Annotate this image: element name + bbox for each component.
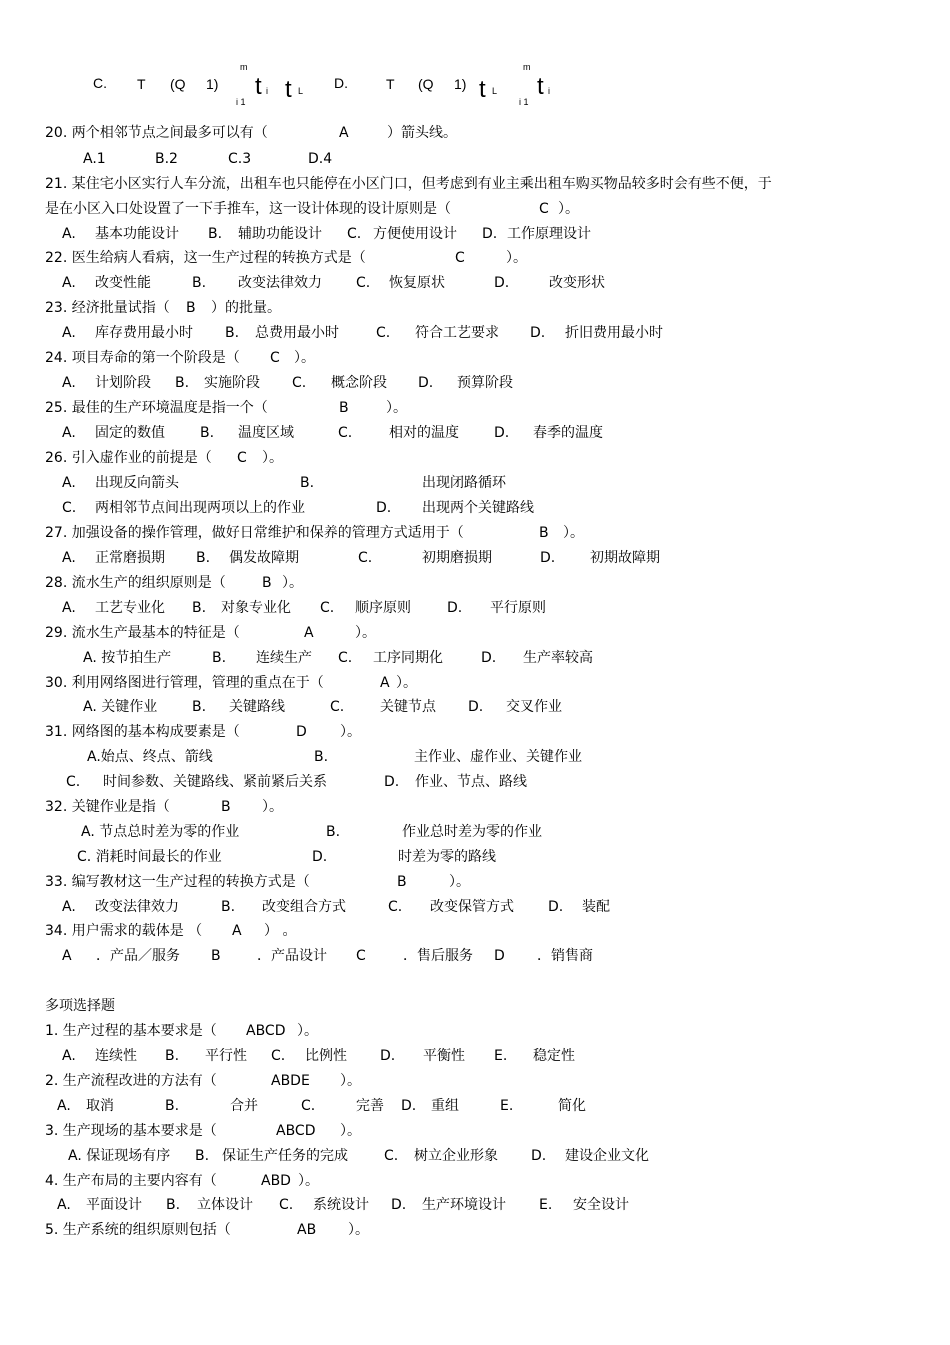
text-segment: 温度区域 <box>238 425 294 441</box>
text-segment: D. <box>530 325 546 341</box>
text-segment: C. <box>384 1148 399 1164</box>
text-segment: ）。 <box>396 675 417 691</box>
text-segment: B. <box>326 824 341 840</box>
text-segment: A.始点、终点、箭线 <box>87 749 213 765</box>
text-segment: A. <box>62 375 76 391</box>
text-segment: C.3 <box>228 151 252 167</box>
formula-c-t2: t <box>285 76 292 103</box>
text-segment: E. <box>539 1197 553 1213</box>
text-segment: ．销售商 <box>537 948 593 964</box>
text-segment: C <box>237 450 247 466</box>
text-segment: ）。 <box>294 350 315 366</box>
text-segment: 装配 <box>582 899 610 915</box>
formula-c-close: 1) <box>206 76 219 92</box>
text-segment: C <box>270 350 280 366</box>
text-segment: 连续生产 <box>256 650 312 666</box>
text-segment: C. <box>62 500 77 516</box>
text-segment: C. <box>358 550 373 566</box>
text-segment: B. <box>165 1098 180 1114</box>
text-segment: 改变保管方式 <box>430 899 514 915</box>
text-segment: 34. 用户需求的载体是 （ <box>45 923 203 939</box>
text-segment: ）。 <box>563 525 584 541</box>
text-segment: 4. 生产布局的主要内容有（ <box>45 1173 217 1189</box>
text-segment: A. 节点总时差为零的作业 <box>81 824 240 840</box>
text-segment: D. <box>482 226 498 242</box>
text-segment: B. <box>166 1197 181 1213</box>
formula-d-T: T <box>386 76 395 92</box>
text-segment: B.2 <box>155 151 178 167</box>
text-segment: 关键节点 <box>380 699 436 715</box>
text-segment: 符合工艺要求 <box>415 325 499 341</box>
text-segment: 平行性 <box>205 1048 247 1064</box>
text-segment: B <box>339 400 349 416</box>
text-segment: 取消 <box>86 1098 114 1114</box>
text-segment: ABDE <box>271 1073 310 1089</box>
formula-d-sum-bottom: i 1 <box>519 97 529 107</box>
text-segment: 时间参数、关键路线、紧前紧后关系 <box>103 774 327 790</box>
text-segment: 交叉作业 <box>506 699 562 715</box>
formula-d-close: 1) <box>454 76 467 92</box>
text-segment: B. <box>196 550 211 566</box>
text-segment: C. 消耗时间最长的作业 <box>77 849 222 865</box>
text-segment: 平行原则 <box>490 600 546 616</box>
text-segment: B. <box>165 1048 180 1064</box>
text-segment: 关键路线 <box>229 699 285 715</box>
text-segment: 26. 引入虚作业的前提是（ <box>45 450 212 466</box>
text-segment: 工序同期化 <box>373 650 443 666</box>
text-segment: C. <box>330 699 345 715</box>
text-segment: ）。 <box>386 400 407 416</box>
text-segment: 固定的数值 <box>95 425 165 441</box>
text-segment: 生产率较高 <box>523 650 593 666</box>
text-segment: 32. 关键作业是指（ <box>45 799 170 815</box>
text-segment: 恢复原状 <box>389 275 445 291</box>
text-segment: D. <box>447 600 463 616</box>
text-segment: D. <box>494 275 510 291</box>
text-segment: B. <box>192 699 207 715</box>
text-segment: B <box>186 300 196 316</box>
text-segment: C. <box>271 1048 286 1064</box>
text-segment: 生产环境设计 <box>422 1197 506 1213</box>
text-segment: B <box>221 799 231 815</box>
option-c-label: C. <box>93 75 107 91</box>
text-segment: 基本功能设计 <box>95 226 179 242</box>
text-segment: A <box>232 923 242 939</box>
text-segment: 1. 生产过程的基本要求是（ <box>45 1023 217 1039</box>
text-segment: ） 。 <box>264 923 297 939</box>
text-segment: 改变法律效力 <box>95 899 179 915</box>
text-segment: 春季的温度 <box>533 425 603 441</box>
text-segment: 连续性 <box>95 1048 137 1064</box>
text-segment: B. <box>225 325 240 341</box>
text-segment: 对象专业化 <box>221 600 291 616</box>
text-segment: 树立企业形象 <box>414 1148 498 1164</box>
text-segment: C. <box>66 774 81 790</box>
text-segment: 预算阶段 <box>457 375 513 391</box>
text-segment: A. <box>62 425 76 441</box>
text-segment: C. <box>388 899 403 915</box>
text-segment: E. <box>494 1048 508 1064</box>
text-segment: 实施阶段 <box>204 375 260 391</box>
text-segment: D. <box>548 899 564 915</box>
text-segment: 稳定性 <box>533 1048 575 1064</box>
text-segment: ．产品／服务 <box>96 948 180 964</box>
text-segment: B <box>539 525 549 541</box>
text-segment: 折旧费用最小时 <box>565 325 663 341</box>
text-segment: 2. 生产流程改进的方法有（ <box>45 1073 217 1089</box>
text-segment: C. <box>356 275 371 291</box>
formula-c-open: (Q <box>170 76 186 92</box>
formula-d-open: (Q <box>418 76 434 92</box>
text-segment: 29. 流水生产最基本的特征是（ <box>45 625 240 641</box>
text-segment: 时差为零的路线 <box>398 849 496 865</box>
text-segment: D.4 <box>308 151 333 167</box>
text-segment: 27. 加强设备的操作管理，做好日常维护和保养的管理方式适用于（ <box>45 525 464 541</box>
text-segment: 简化 <box>558 1098 586 1114</box>
text-segment: C. <box>279 1197 294 1213</box>
text-segment: ．产品设计 <box>257 948 327 964</box>
text-segment: 偶发故障期 <box>229 550 299 566</box>
text-segment: C. <box>347 226 362 242</box>
text-segment: A. <box>62 275 76 291</box>
text-segment: C <box>356 948 366 964</box>
text-segment: B. <box>192 275 207 291</box>
text-segment: A <box>380 675 390 691</box>
text-segment: D. <box>380 1048 396 1064</box>
text-segment: 总费用最小时 <box>255 325 339 341</box>
text-segment: 改变法律效力 <box>238 275 322 291</box>
text-segment: D. <box>494 425 510 441</box>
text-segment: A. 保证现场有序 <box>68 1148 171 1164</box>
text-segment: D. <box>401 1098 417 1114</box>
text-segment: 是在小区入口处设置了一下手推车，这一设计体现的设计原则是（ <box>45 201 451 217</box>
text-segment: ABCD <box>246 1023 286 1039</box>
text-segment: D. <box>531 1148 547 1164</box>
text-segment: 平面设计 <box>86 1197 142 1213</box>
text-segment: D <box>494 948 505 964</box>
formula-d-sum-top: m <box>523 62 531 72</box>
text-segment: 多项选择题 <box>45 998 115 1014</box>
text-segment: A. <box>62 226 76 242</box>
text-segment: 21. 某住宅小区实行人车分流，出租车也只能停在小区门口，但考虑到有业主乘出租车购买物品较多时会有些不便，于 <box>45 176 772 192</box>
text-segment: 安全设计 <box>573 1197 629 1213</box>
text-segment: D. <box>540 550 556 566</box>
text-segment: B. <box>221 899 236 915</box>
text-segment: A. <box>62 475 76 491</box>
text-segment: A. <box>57 1098 71 1114</box>
text-segment: 23. 经济批量试指（ <box>45 300 170 316</box>
text-segment: ）。 <box>262 450 283 466</box>
text-segment: 辅助功能设计 <box>238 226 322 242</box>
text-segment: 初期故障期 <box>590 550 660 566</box>
text-segment: ）。 <box>355 625 376 641</box>
text-segment: 重组 <box>431 1098 459 1114</box>
text-segment: ）的批量。 <box>211 300 281 316</box>
text-segment: C. <box>338 425 353 441</box>
text-segment: D. <box>418 375 434 391</box>
text-segment: ）。 <box>348 1222 369 1238</box>
text-segment: B <box>211 948 221 964</box>
formula-d-t2-sub: i <box>548 86 550 96</box>
text-segment: ）。 <box>506 250 527 266</box>
text-segment: 22. 医生给病人看病，这一生产过程的转换方式是（ <box>45 250 366 266</box>
text-segment: AB <box>297 1222 317 1238</box>
text-segment: B <box>397 874 407 890</box>
option-d-label: D. <box>334 75 348 91</box>
formula-d-t1-sub: L <box>492 86 498 96</box>
text-segment: 改变形状 <box>549 275 605 291</box>
text-segment: ）箭头线。 <box>387 125 457 141</box>
text-segment: A. <box>62 550 76 566</box>
text-segment: 初期磨损期 <box>422 550 492 566</box>
text-segment: A <box>339 125 349 141</box>
text-segment: A.1 <box>83 151 106 167</box>
text-segment: C. <box>320 600 335 616</box>
text-segment: A. <box>62 325 76 341</box>
text-segment: 建设企业文化 <box>565 1148 649 1164</box>
text-segment: 方便使用设计 <box>373 226 457 242</box>
text-segment: D. <box>481 650 497 666</box>
text-segment: ）。 <box>558 201 579 217</box>
text-segment: 完善 <box>356 1098 384 1114</box>
text-segment: D. <box>312 849 328 865</box>
text-segment: 工艺专业化 <box>95 600 165 616</box>
text-segment: D. <box>384 774 400 790</box>
formula-c-t1: t <box>255 73 262 100</box>
text-segment: C. <box>301 1098 316 1114</box>
text-segment: 库存费用最小时 <box>95 325 193 341</box>
text-segment: ．售后服务 <box>403 948 473 964</box>
text-segment: 两相邻节点间出现两项以上的作业 <box>95 500 305 516</box>
text-segment: ）。 <box>297 1023 318 1039</box>
text-segment: E. <box>500 1098 514 1114</box>
text-segment: A. <box>62 600 76 616</box>
text-segment: 平衡性 <box>423 1048 465 1064</box>
text-segment: ）。 <box>282 575 303 591</box>
text-segment: 30. 利用网络图进行管理，管理的重点在于（ <box>45 675 324 691</box>
text-segment: C. <box>338 650 353 666</box>
text-segment: 工作原理设计 <box>507 226 591 242</box>
text-segment: 正常磨损期 <box>95 550 165 566</box>
text-segment: 20. 两个相邻节点之间最多可以有（ <box>45 125 268 141</box>
text-segment: B. <box>175 375 190 391</box>
text-segment: 3. 生产现场的基本要求是（ <box>45 1123 217 1139</box>
text-segment: 系统设计 <box>313 1197 369 1213</box>
formula-d-t1: t <box>479 76 486 103</box>
text-segment: B. <box>192 600 207 616</box>
formula-c-sum-bottom: i 1 <box>236 97 246 107</box>
text-segment: 31. 网络图的基本构成要素是（ <box>45 724 240 740</box>
text-segment: 概念阶段 <box>331 375 387 391</box>
text-segment: D <box>296 724 307 740</box>
text-segment: 出现闭路循环 <box>422 475 506 491</box>
text-segment: C. <box>376 325 391 341</box>
text-segment: 出现两个关键路线 <box>422 500 534 516</box>
text-segment: 24. 项目寿命的第一个阶段是（ <box>45 350 240 366</box>
text-segment: D. <box>391 1197 407 1213</box>
text-segment: 25. 最佳的生产环境温度是指一个（ <box>45 400 268 416</box>
text-segment: 主作业、虚作业、关键作业 <box>414 749 582 765</box>
text-segment: 计划阶段 <box>95 375 151 391</box>
text-segment: ）。 <box>449 874 470 890</box>
text-segment: 作业、节点、路线 <box>415 774 527 790</box>
formula-c-t2-sub: L <box>298 86 304 96</box>
text-segment: ）。 <box>340 1073 361 1089</box>
text-segment: A. 按节拍生产 <box>83 650 172 666</box>
text-segment: A. 关键作业 <box>83 699 158 715</box>
text-segment: B. <box>300 475 315 491</box>
text-segment: 改变组合方式 <box>262 899 346 915</box>
text-segment: 28. 流水生产的组织原则是（ <box>45 575 226 591</box>
text-segment: A. <box>62 899 76 915</box>
text-segment: ）。 <box>298 1173 319 1189</box>
text-segment: ）。 <box>262 799 283 815</box>
text-segment: 顺序原则 <box>355 600 411 616</box>
formula-c-sum-top: m <box>240 62 248 72</box>
text-segment: C <box>539 201 549 217</box>
text-segment: D. <box>468 699 484 715</box>
text-segment: B. <box>212 650 227 666</box>
text-segment: B. <box>208 226 223 242</box>
formula-c-T: T <box>137 76 146 92</box>
text-segment: 保证生产任务的完成 <box>222 1148 348 1164</box>
text-segment: ABD <box>261 1173 291 1189</box>
text-segment: ）。 <box>340 1123 361 1139</box>
text-segment: 出现反向箭头 <box>95 475 179 491</box>
text-segment: A <box>62 948 72 964</box>
text-segment: 作业总时差为零的作业 <box>402 824 542 840</box>
text-segment: B <box>262 575 272 591</box>
text-segment: 改变性能 <box>95 275 151 291</box>
text-segment: C <box>455 250 465 266</box>
text-segment: 5. 生产系统的组织原则包括（ <box>45 1222 231 1238</box>
text-segment: A. <box>62 1048 76 1064</box>
text-segment: A <box>304 625 314 641</box>
text-segment: B. <box>195 1148 210 1164</box>
text-segment: 相对的温度 <box>389 425 459 441</box>
text-segment: ABCD <box>276 1123 316 1139</box>
text-segment: B. <box>314 749 329 765</box>
formula-c-t1-sub: i <box>266 86 268 96</box>
text-segment: B. <box>200 425 215 441</box>
text-segment: 比例性 <box>305 1048 347 1064</box>
text-segment: 合并 <box>230 1098 258 1114</box>
text-segment: A. <box>57 1197 71 1213</box>
text-segment: D. <box>376 500 392 516</box>
text-segment: 33. 编写教材这一生产过程的转换方式是（ <box>45 874 310 890</box>
text-segment: 立体设计 <box>197 1197 253 1213</box>
text-segment: C. <box>292 375 307 391</box>
formula-d-t2: t <box>537 73 544 100</box>
text-segment: ）。 <box>340 724 361 740</box>
